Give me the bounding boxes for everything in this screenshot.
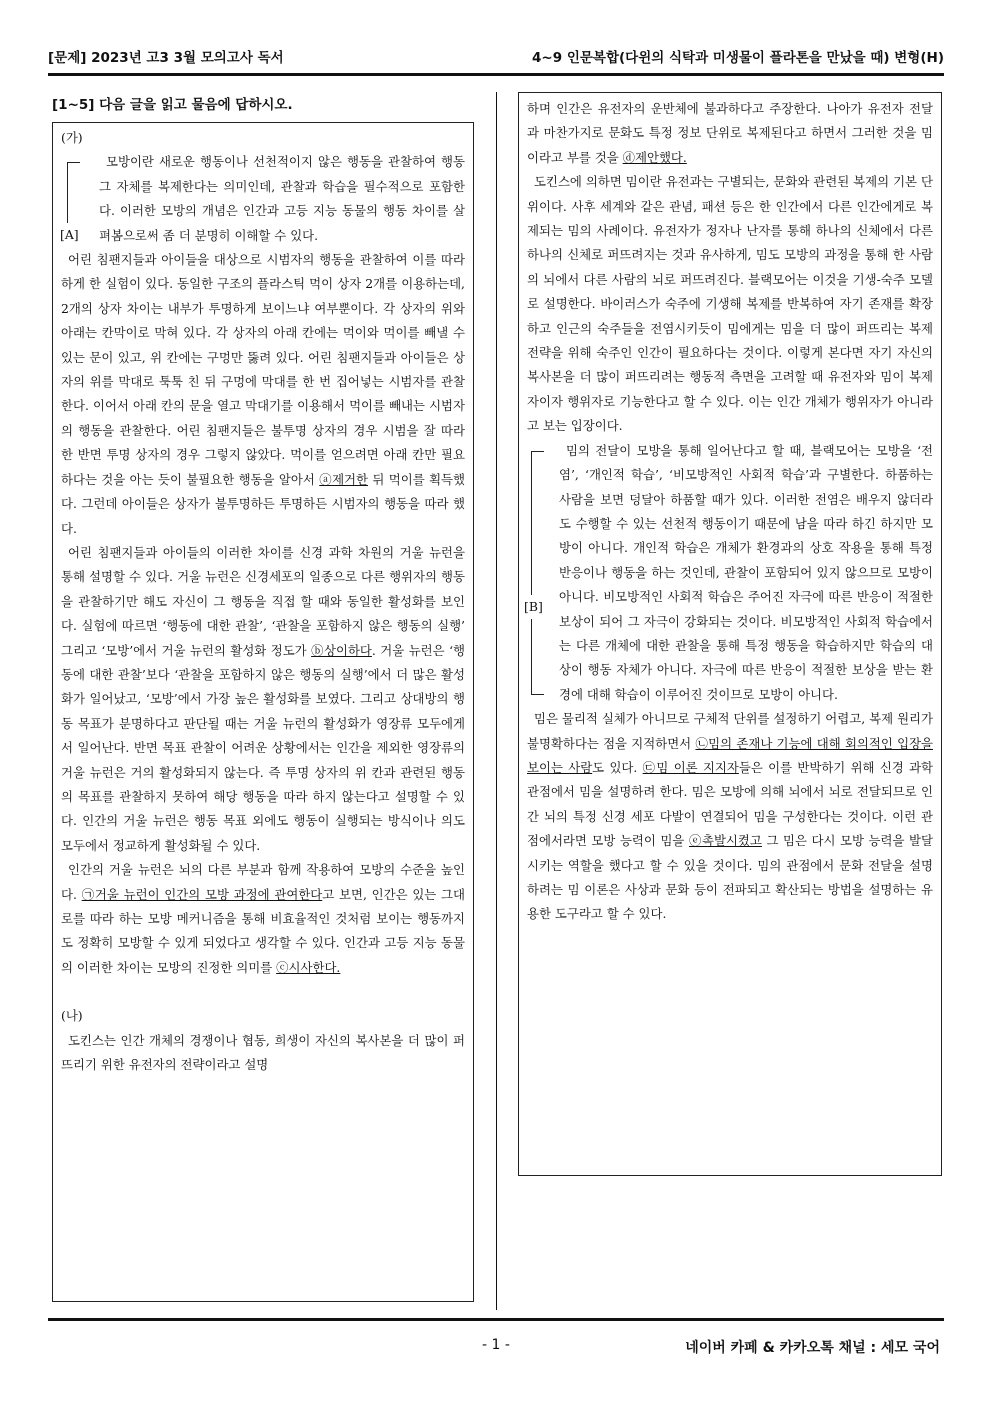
underline-b: ⓑ상이하다 [311,642,372,658]
underline-e: ⓔ촉발시켰고 [688,833,762,849]
paragraph-experiment: 어린 침팬지들과 아이들을 대상으로 시범자의 행동을 관찰하여 이를 따라 하게 한 실험이 있다. 동일한 구조의 플라스틱 먹이 상자 2개를 이용하는데, 2개의 상자 차이는 내부가 투명하게 보이느냐 여부뿐이다. 각 상자의 위와 아래는 칸막이로 막혀 있다. 각 상자의 아래 칸에는 먹이와 먹이를 빼낼 수 있는 문이 있고, 위 칸에는 구멍만 뚫려 있다. 어린 침팬지들과 아이들은 상자의 위를 막대로 툭툭 친 뒤 구멍에 막대를 한 번 집어넣는 시범자를 관찰한다. 이어서 아래 칸의 문을 열고 막대기를 이용해서 먹이를 빼내는 시범자의 행동을 관찰한다. 어린 침팬지들은 불투명 상자의 경우 시범을 잘 따라 한 반면 투명 상자의 경우 그렇지 않았다. 먹이를 얻으려면 아래 칸만 필요하다는 것을 아는 듯이 불필요한 행동을 알아서 ⓐ제거한 뒤 먹이를 획득했다. 그런데 아이들은 상자가 불투명하든 투명하든 시범자의 행동을 따라 했다. [61,252,465,536]
exam-title: [문제] 2023년 고3 3월 모의고사 독서 [48,50,284,66]
paragraph-dawkins-end: 하며 인간은 유전자의 운반체에 불과하다고 주장한다. 나아가 유전자 전달과 마찬가지로 문화도 특정 정보 단위로 복제된다고 하면서 그러한 것을 밈이라고 부를 것을 ⓓ제안했다. [527,101,933,165]
section-na-label: (나) [61,1008,83,1024]
header-rule [48,73,944,76]
bracket-a-group [61,150,465,248]
question-instruction: [1~5] 다음 글을 읽고 물음에 답하시오. [52,97,293,113]
underline-gieok: ㉠거울 뉴런이 인간의 모방 과정에 관여한다 [81,886,323,902]
footer-rule [48,1318,944,1321]
paragraph-dawkins-start: 도킨스는 인간 개체의 경쟁이나 협동, 희생이 자신의 복사본을 더 많이 퍼뜨리기 위한 유전자의 전략이라고 설명 [61,1032,465,1073]
underline-a: ⓐ제거한 [319,471,368,487]
underline-c: ⓒ시사한다. [276,959,341,975]
bracket-a-label: [A] [59,223,80,247]
left-passage-box [52,122,474,1302]
right-passage-box [518,92,942,1176]
paragraph-meme-debate: 밈은 물리적 실체가 아니므로 구체적 단위를 설정하기 어렵고, 복제 원리가 불명확하다는 점을 지적하면서 ㉡밈의 존재나 기능에 대해 회의적인 입장을 보이는 사람도 있다. ㉢밈 이론 지지자들은 이를 반박하기 위해 신경 과학 관점에서 밈을 설명하려 한다. 밈은 모방에 의해 뇌에서 뇌로 전달되므로 인간 뇌의 특정 신경 세포 다발이 연결되어 밈을 구성한다는 것이다. 이런 관점에서라면 모방 능력이 밈을 ⓔ촉발시켰고 그 밈은 다시 모방 능력을 발달시키는 역할을 했다고 할 수 있을 것이다. 밈의 관점에서 문화 전달을 설명하려는 밈 이론은 사상과 문화 등이 전파되고 확산되는 방법을 설명하는 유용한 도구라고 할 수 있다. [527,711,934,922]
underline-d: ⓓ제안했다. [622,149,687,165]
paragraph-human-imitation: 인간의 거울 뉴런은 뇌의 다른 부분과 함께 작용하여 모방의 수준을 높인다. ㉠거울 뉴런이 인간의 모방 과정에 관여한다고 보면, 인간은 있는 그대로를 따라 하는 모방 메커니즘을 통해 비효율적인 것처럼 보이는 행동까지도 정확히 모방할 수 있게 되었다고 생각할 수 있다. 인간과 고등 지능 동물의 이러한 차이는 모방의 진정한 의미를 ⓒ시사한다. [61,862,465,975]
underline-nieun: ㉡밈의 존재나 기능에 대해 회의적인 입장을 보이는 사람 [527,735,934,775]
paragraph-mirror-neuron: 어린 침팬지들과 아이들의 이러한 차이를 신경 과학 차원의 거울 뉴런을 통해 설명할 수 있다. 거울 뉴런은 신경세포의 일종으로 다른 행위자의 행동을 관찰하기만 해도 자신이 그 행동을 직접 할 때와 동일한 활성화를 보인다. 실험에 따르면 ‘행동에 대한 관찰’, ‘관찰을 포함하지 않은 행동의 실행’ 그리고 ‘모방’에서 거울 뉴런의 활성화 정도가 ⓑ상이하다. 거울 뉴런은 ‘행동에 대한 관찰’보다 ‘관찰을 포함하지 않은 행동의 실행’에서 더 많은 활성화가 일어났고, ‘모방’에서 가장 높은 활성화를 보였다. 그리고 상대방의 행동 목표가 분명하다고 판단될 때는 거울 뉴런의 활성화가 영장류 모두에게서 일어난다. 반면 목표 관찰이 어려운 상황에서는 인간을 제외한 영장류의 거울 뉴런은 거의 활성화되지 않는다. 즉 투명 상자의 위 칸과 관련된 행동의 목표를 관찰하지 못하여 해당 행동을 따라 하지 않는다고 설명할 수 있다. 인간의 거울 뉴런은 행동 목표 외에도 행동이 실행되는 방식이나 의도 모두에서 정교하게 활성화될 수 있다. [61,544,465,853]
bracket-b-label: [B] [523,595,544,619]
bracket-a-text: 모방이란 새로운 행동이나 선천적이지 않은 행동을 관찰하여 행동 그 자체를 복제한다는 의미인데, 관찰과 학습을 필수적으로 포함한다. 이러한 모방의 개념은 인간과 고등 지능 동물의 행동 차이를 살펴봄으로써 좀 더 분명히 이해할 수 있다. [99,154,465,243]
page-number: - 1 - [482,1337,510,1353]
bracket-b-text: 밈의 전달이 모방을 통해 일어난다고 할 때, 블랙모어는 모방을 ‘전염’, ‘개인적 학습’, ‘비모방적인 사회적 학습’과 구별한다. 하품하는 사람을 보면 덩달아 하품할 때가 있다. 이러한 전염은 배우지 않더라도 수행할 수 있는 선천적 행동이기 때문에 남을 따라 하긴 하지만 모방이 아니다. 개인적 학습은 개체가 환경과의 상호 작용을 통해 특정 반응이나 행동을 하는 것인데, 관찰이 포함되어 있지 않으므로 모방이 아니다. 비모방적인 사회적 학습은 주어진 자극에 따른 반응이 적절한 보상이 되어 그 자극이 강화되는 것이다. 비모방적인 사회적 학습에서는 다른 개체에 대한 관찰을 통해 특정 행동을 학습하지만 학습의 대상이 행동 자체가 아니다. 자극에 따른 반응이 적절한 보상을 받는 환경에 대해 학습이 이루어진 것이므로 모방이 아니다. [559,442,933,702]
bracket-b-group [524,439,933,707]
column-divider [496,92,497,1310]
page-header [48,40,944,68]
underline-digeut: ㉢밈 이론 지지자 [642,759,739,775]
footer-credit: 네이버 카페 & 카카오톡 채널 : 세모 국어 [685,1340,940,1356]
bracket-b-line [531,451,544,695]
section-gap [61,980,465,1004]
section-ga-label: (가) [61,130,83,145]
paragraph-meme-definition: 도킨스에 의하면 밈이란 유전과는 구별되는, 문화와 관련된 복제의 기본 단위이다. 사후 세계와 같은 관념, 패션 등은 한 인간에서 다른 인간에게로 복제되는 밈의 사례이다. 유전자가 정자나 난자를 통해 하나의 신체에서 다른 하나의 신체로 퍼뜨려지는 것과 유사하게, 밈도 모방의 과정을 통해 한 사람의 뇌에서 다른 사람의 뇌로 퍼뜨려진다. 블랙모어는 이것을 기생-숙주 모델로 설명한다. 바이러스가 숙주에 기생해 복제를 반복하여 자기 존재를 확장하고 인근의 숙주들을 전염시키듯이 밈에게는 밈을 더 많이 퍼뜨리는 복제 전략을 위해 숙주인 인간이 필요하다는 것이다. 이렇게 본다면 자기 자신의 복사본을 더 많이 퍼뜨리려는 행동적 측면을 고려할 때 유전자와 밈이 복제자이자 행위자로 기능한다고 할 수 있다. 이는 인간 개체가 행위자가 아니라고 보는 입장이다. [527,174,933,434]
passage-title: 4~9 인문복합(다윈의 식탁과 미생물이 플라톤을 만났을 때) 변형(H) [532,50,944,66]
